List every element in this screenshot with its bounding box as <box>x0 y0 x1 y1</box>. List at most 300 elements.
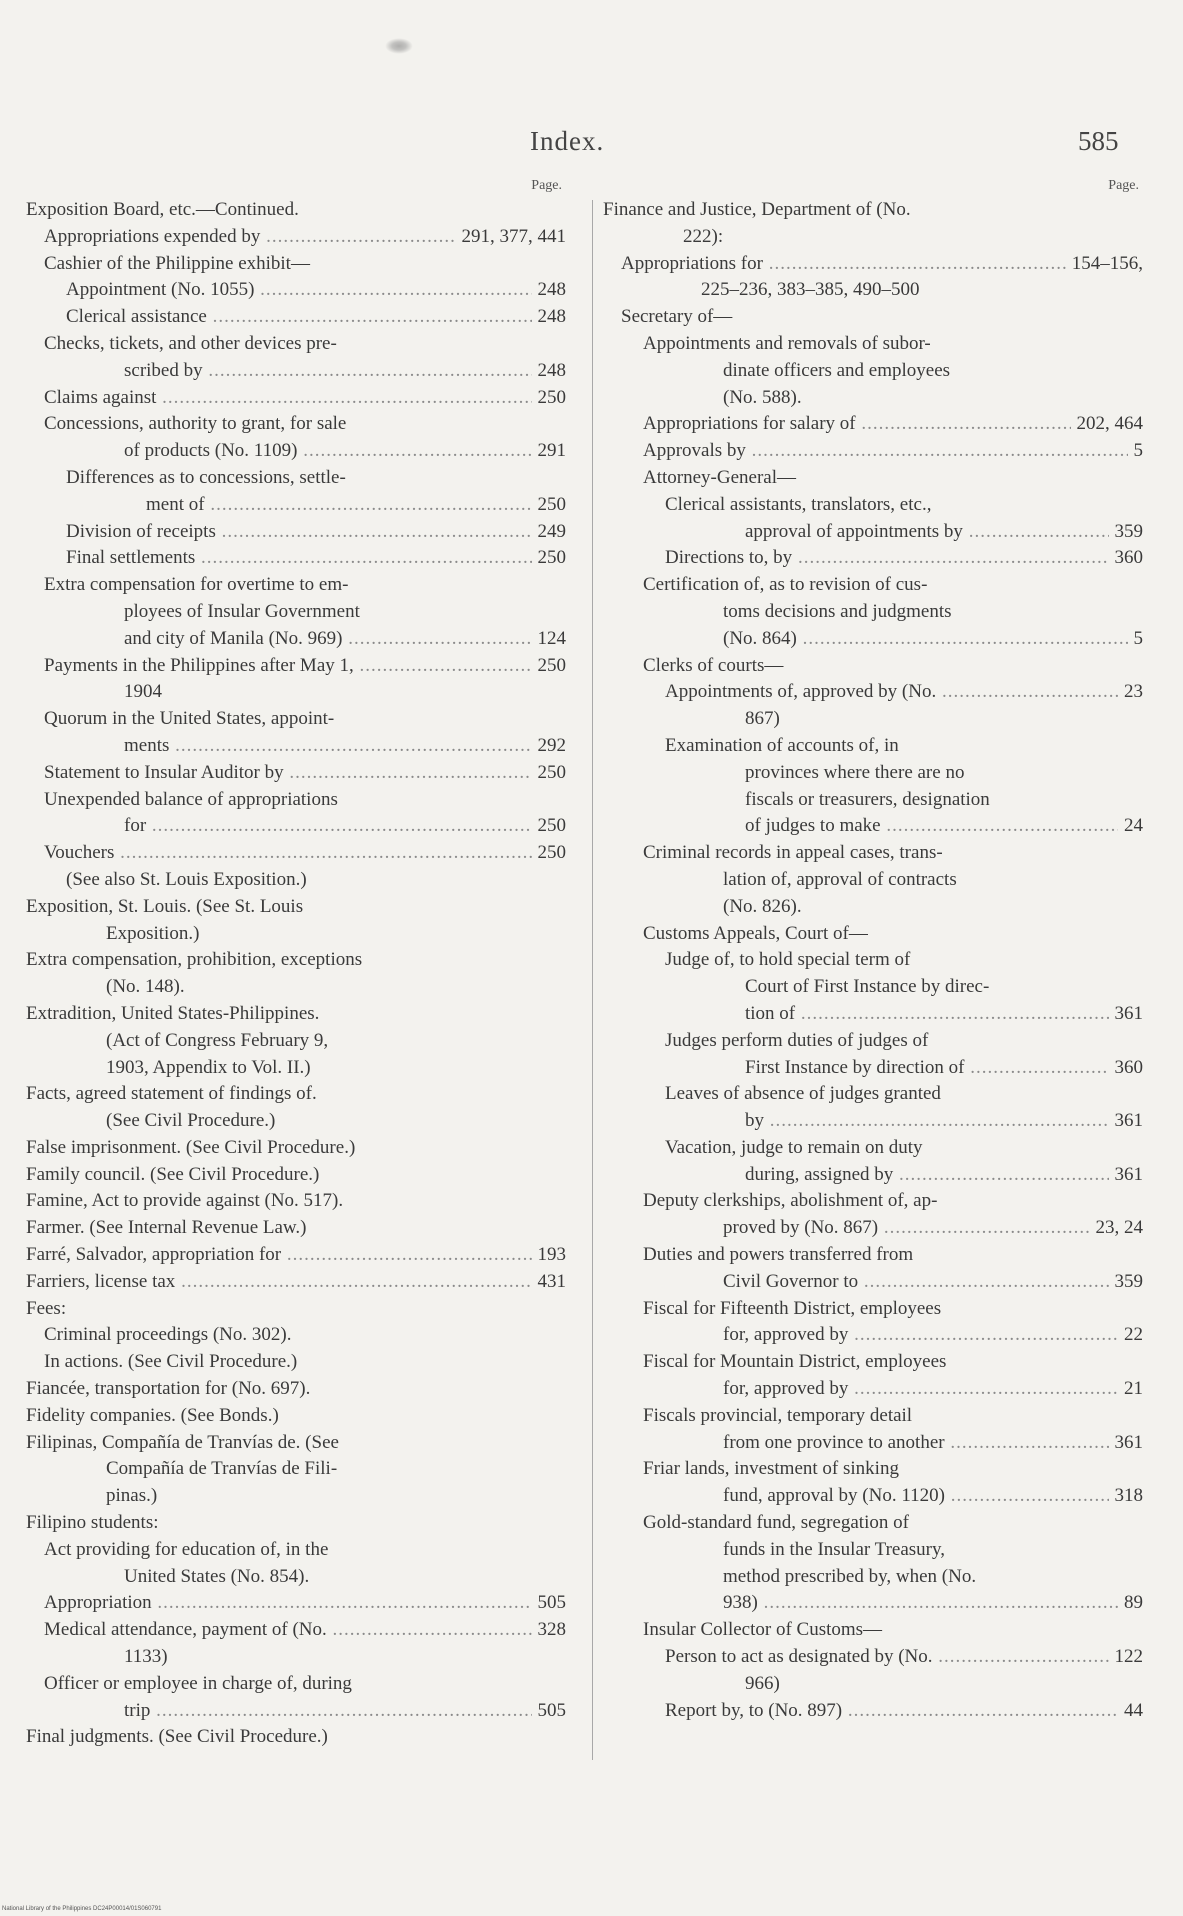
entry-continuation-line <box>26 1644 566 1671</box>
entry-line <box>26 1590 566 1617</box>
entry-text: (No. 864) ..... <box>723 628 1143 649</box>
entry-text: Checks, tickets, and other devices pre- <box>44 332 337 354</box>
entry-continuation-line <box>26 1456 566 1483</box>
entry-text: Cashier of the Philippine exhibit— <box>44 252 310 274</box>
page-reference: 505 <box>532 1698 567 1725</box>
index-entry <box>26 1242 566 1269</box>
smudge-mark <box>385 38 413 54</box>
index-entry <box>603 1028 1143 1082</box>
entry-line <box>26 385 566 412</box>
entry-text: Final settlements ..... <box>66 547 566 568</box>
entry-continuation-line <box>26 679 566 706</box>
index-entry <box>26 1590 566 1617</box>
entry-text: of products (No. 1109) ..... <box>124 440 566 461</box>
page-reference: 505 <box>532 1590 567 1617</box>
entry-text: Extradition, United States-Philippines. <box>26 1002 320 1024</box>
index-entry <box>26 787 566 841</box>
page-number: 585 <box>1078 126 1119 156</box>
index-entry <box>603 1242 1143 1296</box>
index-entry <box>26 197 566 224</box>
index-entry <box>603 492 1143 546</box>
page-reference: 5 <box>1128 438 1144 465</box>
entry-continuation-line <box>26 1698 566 1725</box>
entry-continuation-line <box>26 733 566 760</box>
index-entry <box>26 1510 566 1537</box>
index-entry <box>26 653 566 707</box>
entry-text: Medical attendance, payment of (No. ..... <box>44 1619 566 1640</box>
index-entry <box>26 572 566 652</box>
index-entry <box>26 1188 566 1215</box>
page-reference: 122 <box>1109 1644 1144 1671</box>
page-reference: 250 <box>532 840 567 867</box>
right-column <box>603 178 1143 1724</box>
entry-line <box>26 894 566 921</box>
entry-text: Finance and Justice, Department of (No. <box>603 199 911 220</box>
entry-line <box>26 1081 566 1108</box>
entry-text: Civil Governor to ..... <box>723 1271 1143 1292</box>
entry-text: during, assigned by ..... <box>745 1164 1143 1185</box>
entry-text: Exposition, St. Louis. (See St. Louis <box>26 895 304 917</box>
entry-line <box>26 277 566 304</box>
index-entry <box>603 733 1143 840</box>
entry-text: Appropriations for ..... <box>621 253 1143 274</box>
entry-text: 1903, Appendix to Vol. II.) <box>106 1056 311 1078</box>
entry-text: 222): <box>683 225 724 247</box>
entry-line <box>603 1135 1143 1162</box>
entry-text: Gold-standard fund, segregation of <box>643 1512 909 1534</box>
entry-text: Final judgments. (See Civil Procedure.) <box>26 1726 328 1748</box>
entry-text: 966) <box>745 1672 780 1694</box>
index-entry <box>26 385 566 412</box>
entry-text: Customs Appeals, Court of— <box>643 922 868 944</box>
entry-text: Criminal proceedings (No. 302). <box>44 1324 292 1346</box>
page-reference: 248 <box>532 358 567 385</box>
entry-text: 1133) <box>124 1646 168 1668</box>
entry-text: of judges to make ..... <box>745 815 1143 836</box>
entry-text: funds in the Insular Treasury, <box>723 1538 945 1560</box>
page-reference: 44 <box>1118 1698 1143 1725</box>
page-reference: 360 <box>1109 1055 1144 1082</box>
entry-line <box>26 197 566 224</box>
entry-continuation-line <box>603 358 1143 385</box>
entry-text: Leaves of absence of judges granted <box>665 1083 941 1105</box>
index-entry <box>603 1188 1143 1242</box>
index-entry <box>26 760 566 787</box>
page-reference: 248 <box>532 277 567 304</box>
entry-continuation-line <box>603 519 1143 546</box>
entry-text: provinces where there are no <box>745 761 965 783</box>
entry-text: Certification of, as to revision of cus- <box>643 574 928 596</box>
entry-line <box>26 1269 566 1296</box>
entry-continuation-line <box>603 1162 1143 1189</box>
index-entry <box>603 947 1143 1027</box>
entry-text: Farré, Salvador, appropriation for ..... <box>26 1244 566 1265</box>
entry-continuation-line <box>603 894 1143 921</box>
page-reference: 250 <box>532 385 567 412</box>
entry-text: Appropriations expended by ..... <box>44 226 566 247</box>
entry-continuation-line <box>603 1376 1143 1403</box>
entry-line <box>603 1698 1143 1725</box>
entry-line <box>603 840 1143 867</box>
page-reference: 202, 464 <box>1071 411 1144 438</box>
page-reference: 361 <box>1109 1430 1144 1457</box>
entry-continuation-line <box>26 1055 566 1082</box>
index-entry <box>26 947 566 1001</box>
entry-line <box>26 867 566 894</box>
entry-continuation-line <box>603 1537 1143 1564</box>
entry-line <box>603 947 1143 974</box>
entry-line <box>603 1296 1143 1323</box>
entry-line <box>603 1028 1143 1055</box>
entry-continuation-line <box>26 813 566 840</box>
index-entry <box>26 1001 566 1081</box>
page-reference: 291 <box>532 438 567 465</box>
entry-line <box>26 224 566 251</box>
index-entry <box>603 197 1143 251</box>
entry-text: Family council. (See Civil Procedure.) <box>26 1163 320 1185</box>
entry-text: for, approved by ..... <box>723 1378 1143 1399</box>
entry-text: lation of, approval of contracts <box>723 868 957 890</box>
index-entry <box>603 304 1143 331</box>
entry-text: Exposition.) <box>106 922 200 944</box>
entry-line <box>603 411 1143 438</box>
entry-continuation-line <box>603 760 1143 787</box>
entry-text: (Act of Congress February 9, <box>106 1029 329 1051</box>
index-entry <box>26 331 566 385</box>
entry-text: 867) <box>745 708 780 730</box>
entry-text: Farmer. (See Internal Revenue Law.) <box>26 1217 307 1239</box>
entry-text: (See Civil Procedure.) <box>106 1110 276 1132</box>
entry-text: Person to act as designated by (No. ..... <box>665 1646 1143 1667</box>
entry-line <box>26 1537 566 1564</box>
entry-line <box>26 1162 566 1189</box>
entry-line <box>603 492 1143 519</box>
page-reference: 291, 377, 441 <box>456 224 567 251</box>
entry-text: Judges perform duties of judges of <box>665 1029 929 1051</box>
index-entry <box>26 465 566 519</box>
entry-text: and city of Manila (No. 969) ..... <box>124 628 566 649</box>
index-entry <box>603 1617 1143 1644</box>
page-reference: 250 <box>532 492 567 519</box>
index-entry <box>603 411 1143 438</box>
entry-line <box>603 1403 1143 1430</box>
entry-line <box>26 519 566 546</box>
entry-line <box>603 653 1143 680</box>
entry-text: for ..... <box>124 815 566 836</box>
running-head <box>0 126 1183 166</box>
entry-line <box>26 653 566 680</box>
entry-line <box>26 1296 566 1323</box>
footer-stamp: National Library of the Philippines DC24P00014/01S060791 <box>2 1906 162 1912</box>
entry-text: ment of ..... <box>146 494 566 515</box>
entry-continuation-line <box>603 1430 1143 1457</box>
index-entry <box>603 545 1143 572</box>
entry-text: Act providing for education of, in the <box>44 1538 329 1560</box>
entry-line <box>603 1456 1143 1483</box>
page-reference: 431 <box>532 1269 567 1296</box>
page-reference: 249 <box>532 519 567 546</box>
entry-text: trip ..... <box>124 1700 566 1721</box>
entry-text: Fiscal for Mountain District, employees <box>643 1351 947 1373</box>
entry-text: proved by (No. 867) ..... <box>723 1217 1143 1238</box>
entry-continuation-line <box>26 358 566 385</box>
index-entry <box>26 1724 566 1751</box>
entry-text: (No. 588). <box>723 386 802 408</box>
entry-text: Extra compensation, prohibition, exceptions <box>26 949 363 971</box>
index-entry <box>603 331 1143 411</box>
page-reference: 154–156, <box>1066 251 1143 278</box>
entry-line <box>26 465 566 492</box>
index-entry <box>26 1617 566 1671</box>
entry-line <box>603 921 1143 948</box>
index-entry <box>26 545 566 572</box>
entry-line <box>26 1403 566 1430</box>
left-entries <box>26 197 566 1751</box>
entry-line <box>603 1081 1143 1108</box>
entry-text: (See also St. Louis Exposition.) <box>66 868 307 890</box>
entry-text: Fidelity companies. (See Bonds.) <box>26 1404 279 1426</box>
page-reference: 250 <box>532 653 567 680</box>
page-reference: 89 <box>1118 1590 1143 1617</box>
index-entry <box>26 867 566 894</box>
page-reference: 22 <box>1118 1322 1143 1349</box>
entry-text: approval of appointments by ..... <box>745 521 1143 542</box>
entry-text: Judge of, to hold special term of <box>665 949 911 971</box>
index-entry <box>26 1671 566 1725</box>
entry-line <box>26 1188 566 1215</box>
entry-line <box>603 465 1143 492</box>
entry-line <box>603 1242 1143 1269</box>
index-entry <box>26 1403 566 1430</box>
entry-line <box>26 251 566 278</box>
entry-continuation-line <box>26 921 566 948</box>
index-entry <box>603 679 1143 733</box>
entry-text: Directions to, by ..... <box>665 547 1143 568</box>
entry-line <box>26 706 566 733</box>
page-reference: 361 <box>1109 1001 1144 1028</box>
entry-text: (No. 148). <box>106 976 185 998</box>
index-entry <box>26 304 566 331</box>
entry-continuation-line <box>603 626 1143 653</box>
index-entry <box>26 1322 566 1349</box>
index-entry <box>26 1215 566 1242</box>
entry-text: fiscals or treasurers, designation <box>745 788 990 810</box>
entry-line <box>603 1644 1143 1671</box>
entry-continuation-line <box>603 599 1143 626</box>
entry-continuation-line <box>603 787 1143 814</box>
entry-line <box>26 1001 566 1028</box>
entry-continuation-line <box>26 1028 566 1055</box>
index-entry <box>603 1644 1143 1698</box>
entry-line <box>603 251 1143 278</box>
entry-text: Vacation, judge to remain on duty <box>665 1136 923 1158</box>
entry-line <box>26 787 566 814</box>
entry-text: 1904 <box>124 681 162 703</box>
entry-continuation-line <box>603 1671 1143 1698</box>
entry-line <box>26 331 566 358</box>
index-entry <box>26 840 566 867</box>
entry-text: Claims against ..... <box>44 387 566 408</box>
entry-line <box>26 1430 566 1457</box>
index-entry <box>26 894 566 948</box>
index-entry <box>603 1403 1143 1457</box>
entry-text: Payments in the Philippines after May 1, ..... <box>44 655 566 676</box>
entry-text: Compañía de Tranvías de Fili- <box>106 1458 338 1480</box>
page-title: Index. <box>530 126 605 156</box>
entry-line <box>603 438 1143 465</box>
entry-text: pinas.) <box>106 1485 158 1507</box>
index-entry <box>26 1296 566 1323</box>
page-reference: 248 <box>532 304 567 331</box>
entry-line <box>26 1376 566 1403</box>
index-entry <box>26 251 566 278</box>
index-entry <box>603 465 1143 492</box>
entry-text: Examination of accounts of, in <box>665 734 899 756</box>
page-reference: 359 <box>1109 519 1144 546</box>
page-reference: 23, 24 <box>1090 1215 1144 1242</box>
entry-text: fund, approval by (No. 1120) ..... <box>723 1485 1143 1506</box>
entry-line <box>603 545 1143 572</box>
entry-continuation-line <box>603 1269 1143 1296</box>
entry-line <box>26 840 566 867</box>
entry-line <box>26 1349 566 1376</box>
left-column <box>26 178 566 1751</box>
entry-continuation-line <box>26 492 566 519</box>
index-entry <box>26 1376 566 1403</box>
entry-line <box>26 1135 566 1162</box>
entry-text: Criminal records in appeal cases, trans- <box>643 842 943 864</box>
entry-text: Deputy clerkships, abolishment of, ap- <box>643 1190 938 1212</box>
entry-line <box>603 679 1143 706</box>
entry-text: Farriers, license tax ..... <box>26 1271 566 1292</box>
entry-continuation-line <box>26 1564 566 1591</box>
entry-text: Division of receipts ..... <box>66 521 566 542</box>
entry-text: Fiscals provincial, temporary detail <box>643 1404 913 1426</box>
page-label: Page. <box>1108 178 1139 193</box>
page-reference: 124 <box>532 626 567 653</box>
entry-text: method prescribed by, when (No. <box>723 1565 977 1587</box>
entry-text: Approvals by ..... <box>643 440 1143 461</box>
page-reference: 250 <box>532 760 567 787</box>
entry-text: Duties and powers transferred from <box>643 1244 914 1266</box>
entry-line <box>26 947 566 974</box>
page-reference: 21 <box>1118 1376 1143 1403</box>
entry-text: Differences as to concessions, settle- <box>66 466 346 488</box>
index-entry <box>26 706 566 760</box>
index-entry <box>26 1430 566 1510</box>
entry-line <box>603 1617 1143 1644</box>
entry-line <box>26 1724 566 1751</box>
index-entry <box>603 840 1143 920</box>
entry-text: from one province to another ..... <box>723 1432 1143 1453</box>
entry-line <box>26 545 566 572</box>
page-reference: 318 <box>1109 1483 1144 1510</box>
entry-text: Insular Collector of Customs— <box>643 1619 883 1641</box>
entry-line <box>26 760 566 787</box>
index-entry <box>26 277 566 304</box>
entry-continuation-line <box>26 974 566 1001</box>
entry-text: tion of ..... <box>745 1003 1143 1024</box>
entry-text: Concessions, authority to grant, for sale <box>44 413 347 435</box>
entry-continuation-line <box>603 1590 1143 1617</box>
index-entry <box>603 1349 1143 1403</box>
entry-text: Friar lands, investment of sinking <box>643 1458 899 1480</box>
page-reference: 359 <box>1109 1269 1144 1296</box>
entry-text: First Instance by direction of ..... <box>745 1057 1143 1078</box>
entry-text: 938) ..... <box>723 1592 1143 1613</box>
entry-continuation-line <box>603 224 1143 251</box>
entry-continuation-line <box>603 1108 1143 1135</box>
entry-line <box>26 572 566 599</box>
index-entry <box>26 224 566 251</box>
entry-continuation-line <box>603 1001 1143 1028</box>
page-reference: 361 <box>1109 1108 1144 1135</box>
entry-text: Unexpended balance of appropriations <box>44 788 338 810</box>
right-entries <box>603 197 1143 1724</box>
page-reference: 250 <box>532 813 567 840</box>
entry-line <box>26 1242 566 1269</box>
entry-text: Report by, to (No. 897) ..... <box>665 1700 1143 1721</box>
index-entry <box>603 1135 1143 1189</box>
entry-line <box>603 197 1143 224</box>
entry-text: Court of First Instance by direc- <box>745 976 990 998</box>
entry-text: toms decisions and judgments <box>723 600 952 622</box>
entry-text: 225–236, 383–385, 490–500 <box>701 279 920 301</box>
entry-line <box>603 1510 1143 1537</box>
entry-text: False imprisonment. (See Civil Procedure.) <box>26 1136 356 1158</box>
entry-text: Exposition Board, etc.—Continued. <box>26 199 299 220</box>
index-entry <box>603 251 1143 305</box>
entry-text: Appointment (No. 1055) ..... <box>66 279 566 300</box>
page-reference: 24 <box>1118 813 1143 840</box>
entry-line <box>603 304 1143 331</box>
index-entry <box>603 1456 1143 1510</box>
page-reference: 23 <box>1118 679 1143 706</box>
entry-text: Clerical assistants, translators, etc., <box>665 493 932 515</box>
index-entry <box>603 653 1143 680</box>
entry-line <box>26 1617 566 1644</box>
index-entry <box>26 1081 566 1135</box>
entry-text: Fiscal for Fifteenth District, employees <box>643 1297 942 1319</box>
entry-text: Statement to Insular Auditor by ..... <box>44 762 566 783</box>
entry-text: Facts, agreed statement of findings of. <box>26 1083 317 1105</box>
index-entry <box>603 1296 1143 1350</box>
index-entry <box>26 519 566 546</box>
entry-text: Appointments of, approved by (No. ..... <box>665 681 1143 702</box>
index-entry <box>26 1135 566 1162</box>
entry-text: Filipino students: <box>26 1512 159 1534</box>
entry-text: Attorney-General— <box>643 466 796 488</box>
index-entry <box>603 1510 1143 1617</box>
entry-line <box>26 304 566 331</box>
entry-text: United States (No. 854). <box>124 1565 310 1587</box>
entry-text: In actions. (See Civil Procedure.) <box>44 1351 298 1373</box>
entry-line <box>603 1188 1143 1215</box>
index-entry <box>26 411 566 465</box>
entry-continuation-line <box>603 1055 1143 1082</box>
entry-text: Vouchers ..... <box>44 842 566 863</box>
entry-text: Quorum in the United States, appoint- <box>44 708 335 730</box>
page-reference: 193 <box>532 1242 567 1269</box>
index-entry <box>603 1081 1143 1135</box>
entry-continuation-line <box>26 599 566 626</box>
entry-line <box>26 411 566 438</box>
index-entry <box>26 1349 566 1376</box>
column-divider <box>592 200 593 1760</box>
entry-continuation-line <box>603 1564 1143 1591</box>
page-reference: 250 <box>532 545 567 572</box>
entry-line <box>603 733 1143 760</box>
